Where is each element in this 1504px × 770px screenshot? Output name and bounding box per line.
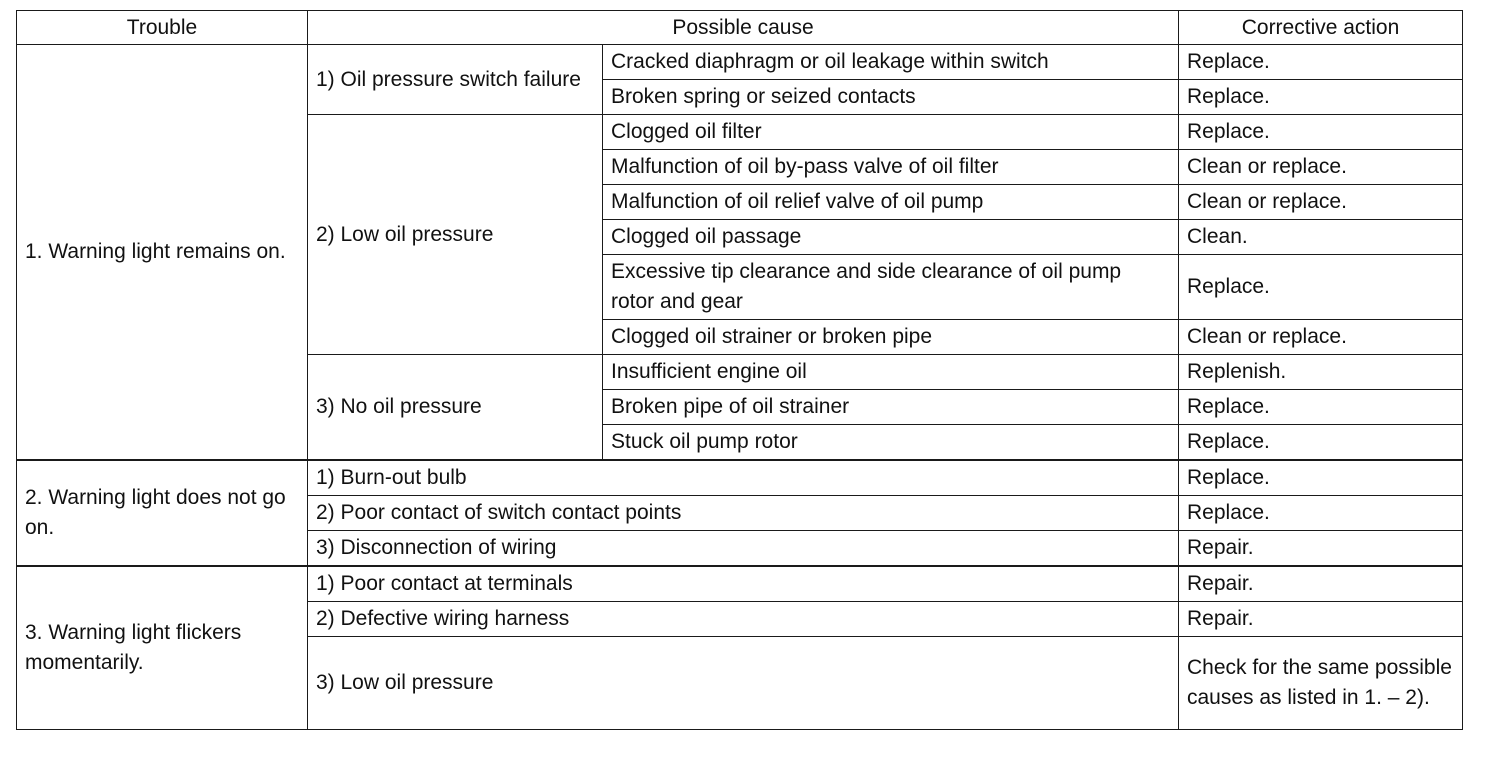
cause-cell: 3) No oil pressure [308, 355, 603, 461]
cause-detail-cell: Cracked diaphragm or oil leakage within switch [603, 45, 1179, 80]
cause-cell: 2) Defective wiring harness [308, 602, 1179, 637]
trouble-cell: 2. Warning light does not go on. [17, 460, 308, 566]
troubleshooting-table [16, 10, 1463, 730]
action-cell: Clean. [1179, 220, 1463, 255]
cause-cell: 1) Burn-out bulb [308, 460, 1179, 496]
cause-detail-cell: Clogged oil passage [603, 220, 1179, 255]
header-trouble: Trouble [17, 11, 308, 45]
action-cell: Repair. [1179, 602, 1463, 637]
cause-detail-cell: Malfunction of oil by-pass valve of oil filter [603, 150, 1179, 185]
cause-detail-cell: Malfunction of oil relief valve of oil pump [603, 185, 1179, 220]
cause-detail-cell: Broken pipe of oil strainer [603, 390, 1179, 425]
header-corrective-action: Corrective action [1179, 11, 1463, 45]
action-cell: Replace. [1179, 425, 1463, 461]
trouble-cell: 1. Warning light remains on. [17, 45, 308, 461]
cause-cell: 2) Poor contact of switch contact points [308, 496, 1179, 531]
header-row [17, 11, 1463, 45]
cause-detail-cell: Broken spring or seized contacts [603, 80, 1179, 115]
action-cell: Clean or replace. [1179, 185, 1463, 220]
action-cell: Replace. [1179, 45, 1463, 80]
action-cell: Repair. [1179, 566, 1463, 602]
table-row [17, 45, 1463, 80]
cause-detail-cell: Stuck oil pump rotor [603, 425, 1179, 461]
action-cell: Replenish. [1179, 355, 1463, 390]
action-cell: Check for the same possible causes as listed in 1. – 2). [1179, 637, 1463, 730]
action-cell: Replace. [1179, 80, 1463, 115]
table-row [17, 566, 1463, 602]
action-cell: Replace. [1179, 390, 1463, 425]
action-cell: Clean or replace. [1179, 320, 1463, 355]
action-cell: Replace. [1179, 460, 1463, 496]
cause-detail-cell: Insufficient engine oil [603, 355, 1179, 390]
cause-detail-cell: Clogged oil strainer or broken pipe [603, 320, 1179, 355]
cause-detail-cell: Excessive tip clearance and side clearance of oil pump rotor and gear [603, 255, 1179, 320]
troubleshooting-page [16, 10, 1463, 730]
cause-cell: 1) Oil pressure switch failure [308, 45, 603, 115]
action-cell: Replace. [1179, 115, 1463, 150]
cause-cell: 3) Low oil pressure [308, 637, 1179, 730]
action-cell: Replace. [1179, 496, 1463, 531]
header-possible-cause: Possible cause [308, 11, 1179, 45]
table-row [17, 460, 1463, 496]
cause-cell: 2) Low oil pressure [308, 115, 603, 355]
cause-cell: 3) Disconnection of wiring [308, 531, 1179, 567]
action-cell: Replace. [1179, 255, 1463, 320]
action-cell: Repair. [1179, 531, 1463, 567]
cause-cell: 1) Poor contact at terminals [308, 566, 1179, 602]
cause-detail-cell: Clogged oil filter [603, 115, 1179, 150]
action-cell: Clean or replace. [1179, 150, 1463, 185]
trouble-cell: 3. Warning light flickers momentarily. [17, 566, 308, 730]
